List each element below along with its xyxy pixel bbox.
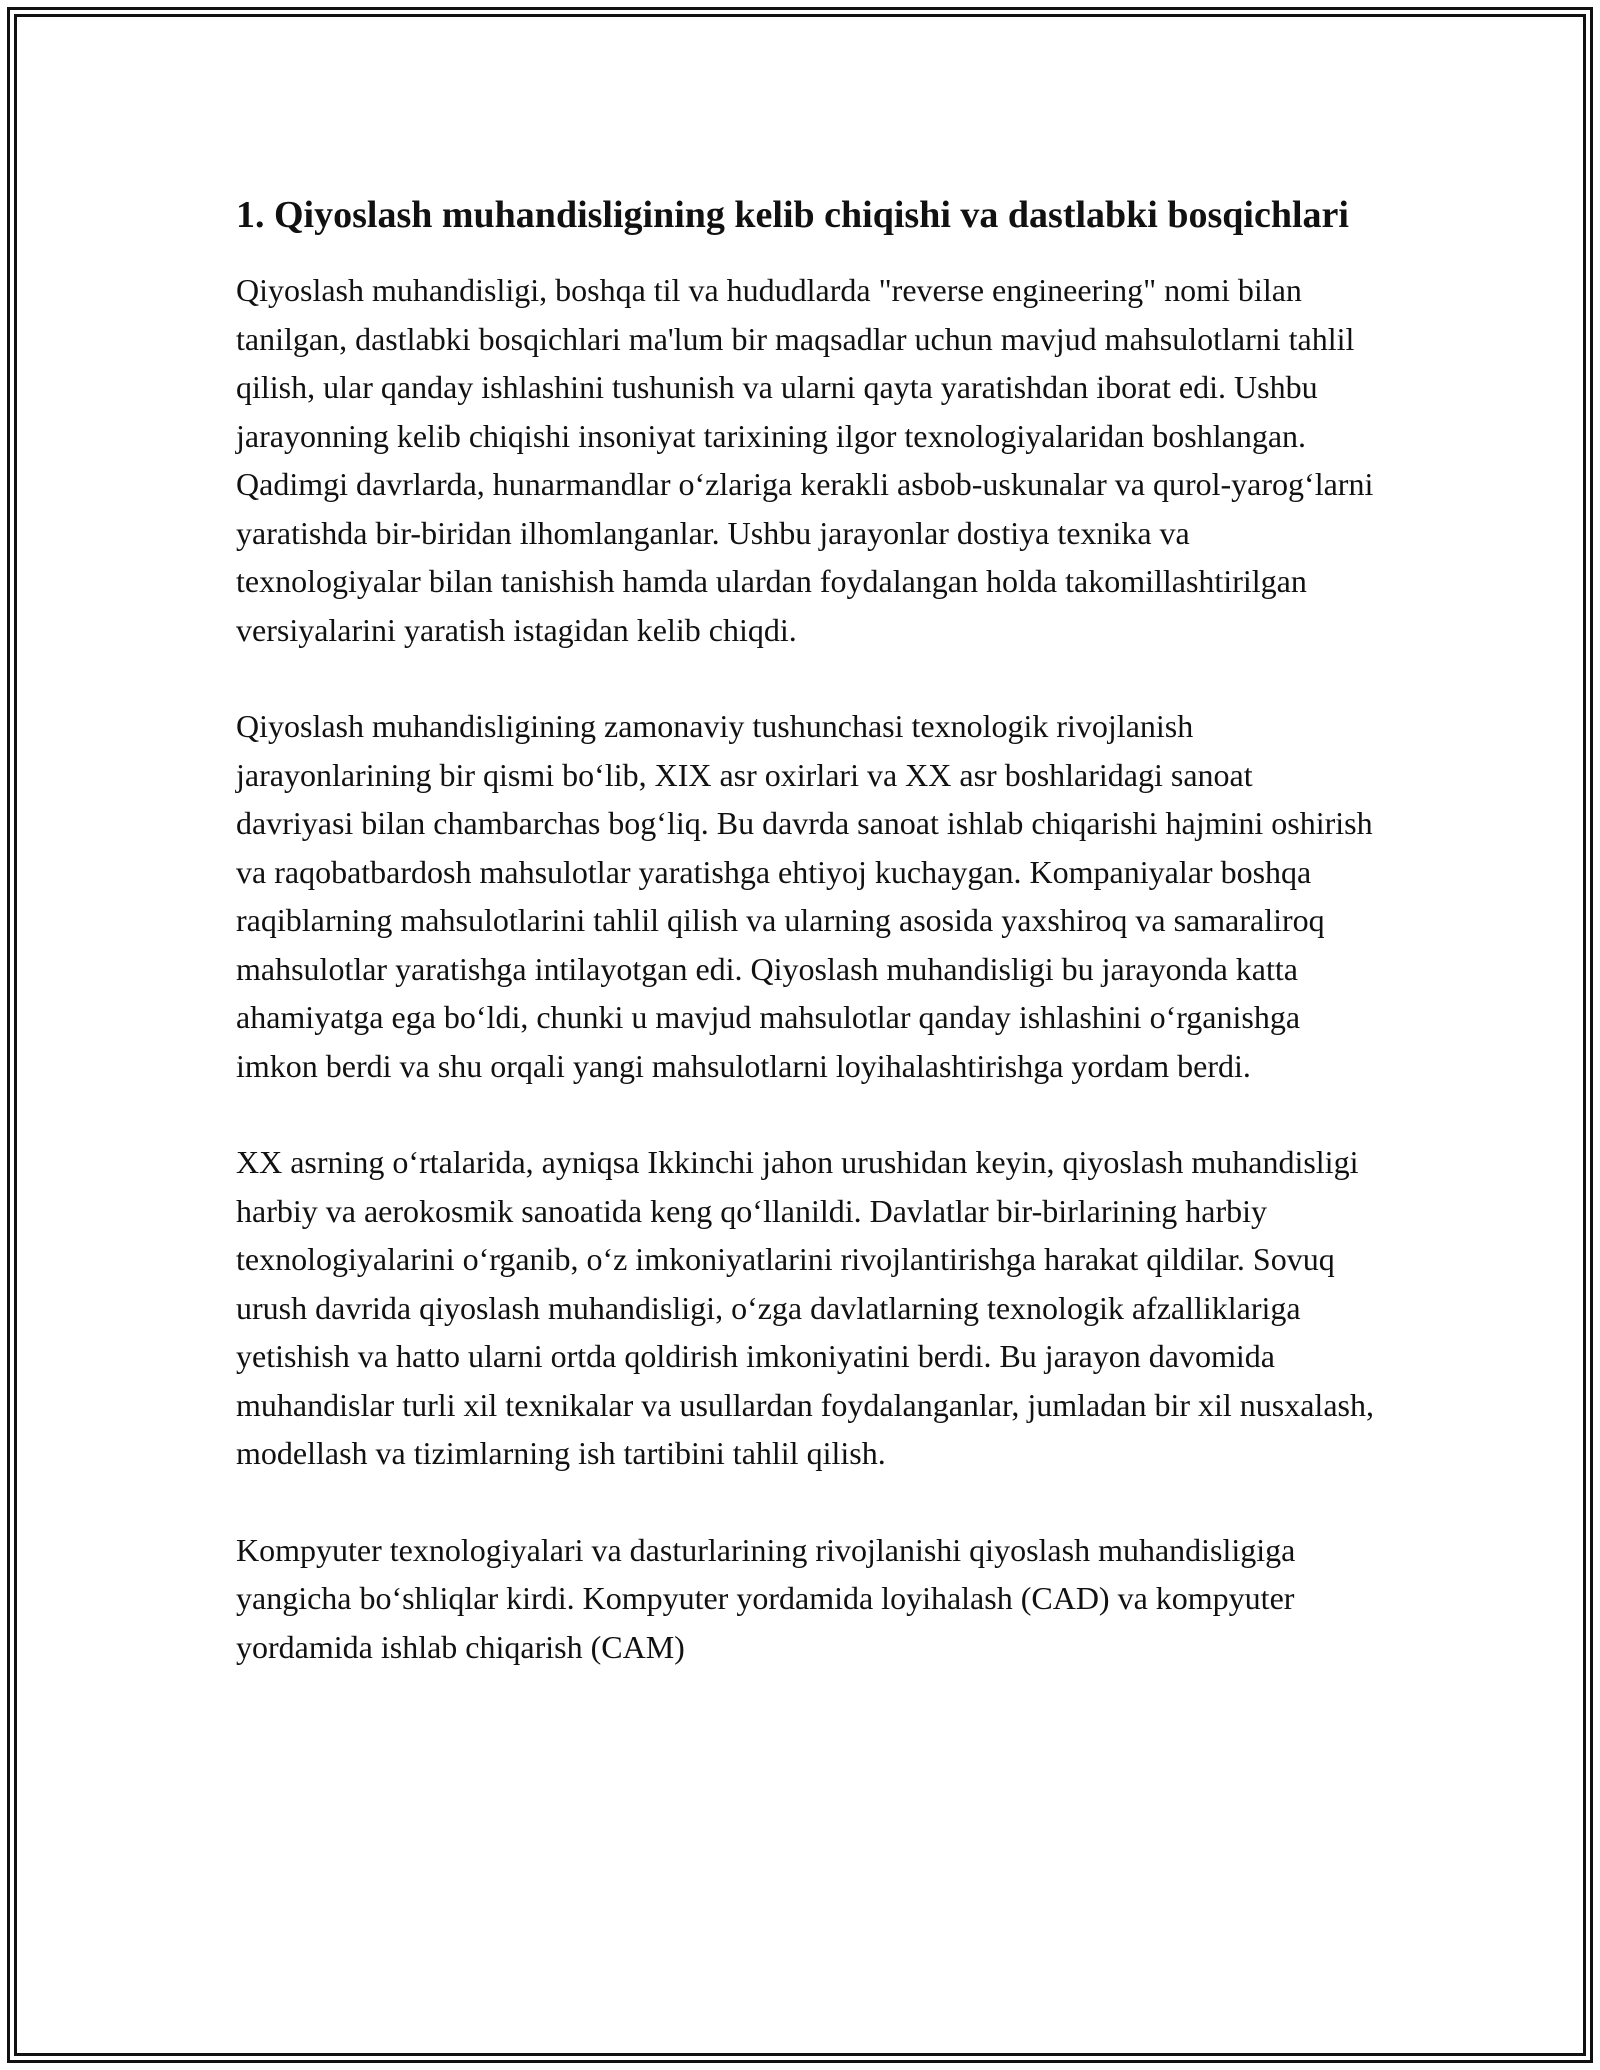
paragraph-origins: Qiyoslash muhandisligi, boshqa til va hududlarda "reverse engineering" nomi bilan tanilgan, dastlabki bosqichlari ma'lum bir maqsadlar uchun mavjud mahsulotlarni tahlil qilish, ular qanday ishlashini tushunish va ularni qayta yaratishdan iborat edi. Ushbu jarayonning kelib chiqishi insoniyat tarixining ilgor texnologiyalaridan boshlangan. Qadimgi davrlarda, hunarmandlar o‘zlariga kerakli asbob-uskunalar va qurol-yarog‘larni yaratishda bir-biridan ilhomlanganlar. Ushbu jarayonlar dostiya texnika va texnologiyalar bilan tanishish hamda ulardan foydalangan holda takomillashtirilgan versiyalarini yaratish istagidan kelib chiqdi. xyxy=(236,272,1374,648)
document-body xyxy=(236,188,1376,1719)
paragraph-industrial-era: Qiyoslash muhandisligining zamonaviy tushunchasi texnologik rivojlanish jarayonlarining bir qismi bo‘lib, XIX asr oxirlari va XX asr boshlaridagi sanoat davriyasi bilan chambarchas bog‘liq. Bu davrda sanoat ishlab chiqarishi hajmini oshirish va raqobatbardosh mahsulotlar yaratishga ehtiyoj kuchaygan. Kompaniyalar boshqa raqiblarning mahsulotlarini tahlil qilish va ularning asosida yaxshiroq va samaraliroq mahsulotlar yaratishga intilayotgan edi. Qiyoslash muhandisligi bu jarayonda katta ahamiyatga ega bo‘ldi, chunki u mavjud mahsulotlar qanday ishlashini o‘rganishga imkon berdi va shu orqali yangi mahsulotlarni loyihalashtirishga yordam berdi. xyxy=(236,708,1373,1084)
paragraph-computer-technologies: Kompyuter texnologiyalari va dasturlarining rivojlanishi qiyoslash muhandisligiga yangicha bo‘shliqlar kirdi. Kompyuter yordamida loyihalash (CAD) va kompyuter yordamida ishlab chiqarish (CAM) xyxy=(236,1531,1296,1665)
section-heading: 1. Qiyoslash muhandisligining kelib chiqishi va dastlabki bosqichlari xyxy=(236,194,1349,236)
paragraph-military-aerospace: XX asrning o‘rtalarida, ayniqsa Ikkinchi jahon urushidan keyin, qiyoslash muhandisligi harbiy va aerokosmik sanoatida keng qo‘llanildi. Davlatlar bir-birlarining harbiy texnologiyalarini o‘rganib, o‘z imkoniyatlarini rivojlantirishga harakat qildilar. Sovuq urush davrida qiyoslash muhandisligi, o‘zga davlatlarning texnologik afzalliklariga yetishish va hatto ularni ortda qoldirish imkoniyatini berdi. Bu jarayon davomida muhandislar turli xil texnikalar va usullardan foydalanganlar, jumladan bir xil nusxalash, modellash va tizimlarning ish tartibini tahlil qilish. xyxy=(236,1144,1374,1471)
